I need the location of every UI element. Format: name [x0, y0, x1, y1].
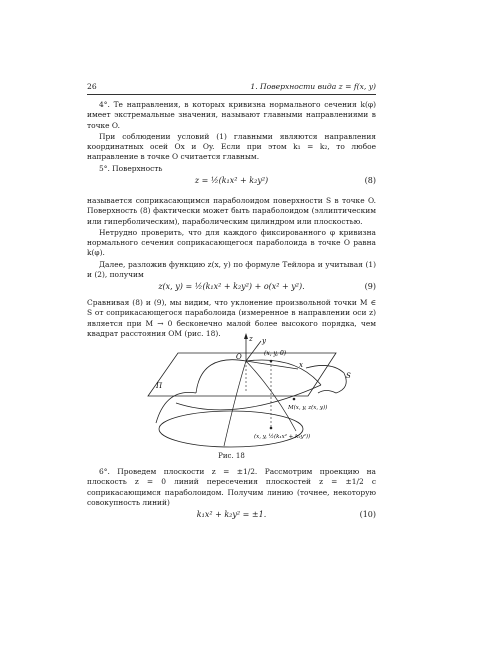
text-block-2	[87, 196, 376, 280]
equation-8	[87, 172, 376, 194]
equation-8-number: (8)	[364, 176, 376, 185]
x-axis	[246, 361, 298, 369]
equation-10	[87, 506, 376, 528]
label-O: O	[236, 353, 242, 361]
header-rule	[87, 94, 376, 95]
paragraph-check: Нетрудно проверить, что для каждого фиксированного φ кривизна нормального сечения соприкасающегося параболоида в точке O равна k(φ).	[87, 227, 376, 258]
paragraph-conditions: При соблюдении условий (1) главными являются направления координатных осей Ox и Oy. Если при этом k₁ = k₂, то любое направление в точке O считается главным.	[87, 131, 376, 162]
paragraph-taylor: Далее, разложив функцию z(x, y) по формуле Тейлора и учитывая (1) и (2), получим	[87, 259, 376, 280]
label-point-xy0: (x, y, 0)	[264, 350, 287, 357]
paragraph-compare: Сравнивая (8) и (9), мы видим, что уклонение произвольной точки M ∈ S от соприкасающегося параболоида (измеренное в направлении оси z) является при M → 0 бесконечно малой более высокого порядка, чем квадрат расстояния OM (рис. 18).	[87, 298, 376, 338]
equation-9-formula: z(x, y) = ½(k₁x² + k₂y²) + o(x² + y²).	[158, 282, 305, 291]
paragraph-6: 6°. Проведем плоскости z = ±1/2. Рассмотрим проекцию на плоскость z = 0 линий пересечения плоскостей z = ±1/2 с соприкасающимся параболоидом. Получим линию (точнее, некоторую совокупность линий)	[87, 467, 376, 507]
label-S: S	[346, 372, 351, 380]
paragraph-5: 5°. Поверхность	[99, 163, 163, 173]
label-x: x	[299, 361, 303, 369]
paragraph-4: 4°. Те направления, в которых кривизна нормального сечения k(φ) имеет экстремальные значения, называют главными направлениями в точке O.	[87, 100, 376, 130]
label-point-osc: (x, y, ½(k₁x² + k₂y²))	[254, 434, 311, 440]
page-number: 26	[87, 82, 97, 91]
label-Pi: Π	[156, 382, 163, 390]
surface-left-edge	[156, 392, 196, 423]
point-M	[293, 398, 296, 401]
point-osc	[270, 427, 273, 430]
point-xy0	[270, 360, 273, 363]
paragraph-osculating: называется соприкасающимся параболоидом поверхности S в точке O. Поверхность (8) фактически может быть параболоидом (эллиптическим или гиперболическим), параболическим цилиндром или плоскостью.	[87, 196, 376, 226]
surface-meridian-1	[224, 361, 246, 446]
y-axis	[246, 341, 261, 361]
label-y: y	[262, 337, 266, 345]
label-z: z	[249, 335, 253, 343]
label-point-M: M(x, y, z(x, y))	[288, 405, 328, 411]
equation-10-formula: k₁x² + k₂y² = ±1.	[196, 510, 267, 519]
equation-10-number: (10)	[359, 510, 376, 519]
running-title: 1. Поверхности вида z = f(x, y)	[250, 82, 376, 91]
figure-18	[146, 333, 366, 453]
equation-8-formula: z = ½(k₁x² + k₂y²)	[194, 176, 269, 185]
text-block-4	[87, 467, 376, 508]
figure-caption: Рис. 18	[218, 452, 245, 460]
text-block-1	[87, 100, 376, 174]
z-axis-arrow	[244, 333, 248, 339]
equation-9	[87, 278, 376, 300]
equation-9-number: (9)	[364, 282, 376, 291]
